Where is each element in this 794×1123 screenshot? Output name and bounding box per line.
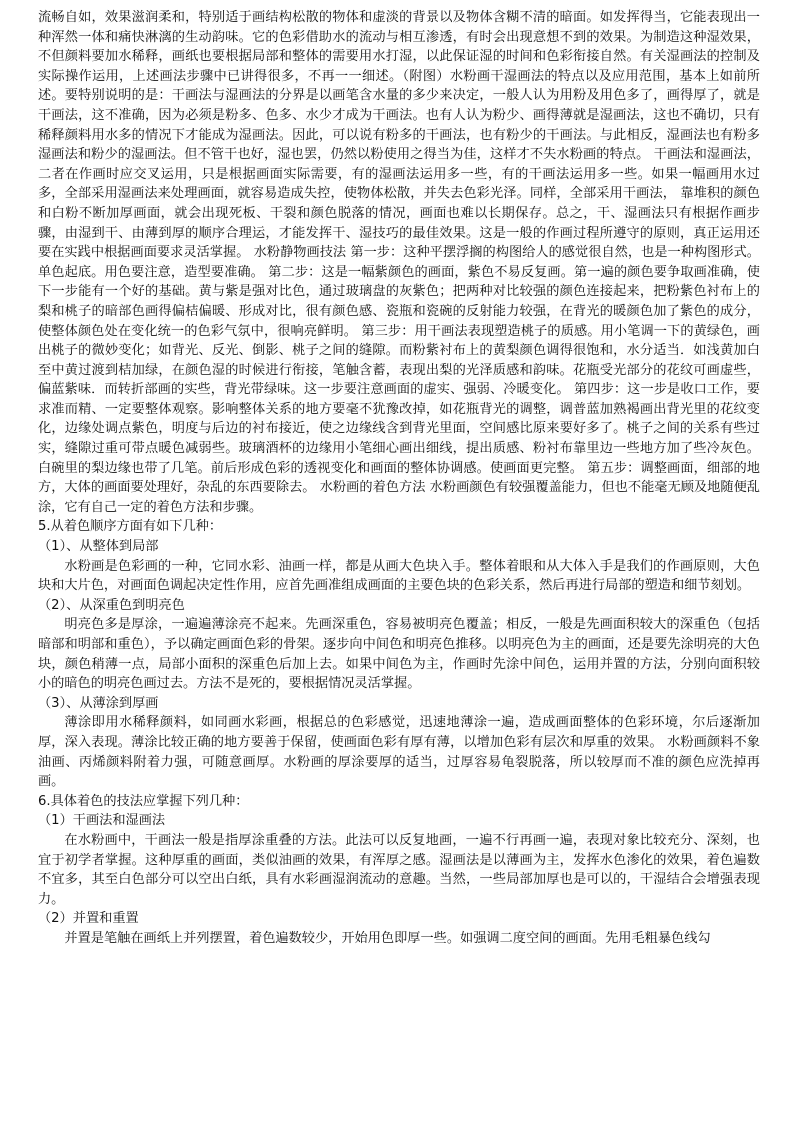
subheading-juxtapose-overlay: （2）并置和重置 <box>38 911 139 927</box>
paragraph-wet-dry-painting: 流畅自如，效果滋润柔和，特别适于画结构松散的物体和虚淡的背景以及物体含糊不清的暗面。如发挥得当，它能表现出一种浑然一体和痛快淋漓的生动韵味。它的色彩借助水的流动与相互渗透，有时会出现意想不到的效果。为制造这种湿效果，不但颜料要加水稀释，画纸也要根据局部和整体的需要用水打湿，以此保证湿的时间和色彩衔接自然。有关湿画法的控制及实际操作运用，上述画法步骤中已讲得很多，不再一一细述。（附图）水粉画干湿画法的特点以及应用范围，基本上如前所述。要特别说明的是：干画法与湿画法的分界是以画笔含水量的多少来决定，一般人认为用粉及用色多了，画得厚了，就是干画法，这不准确，因为必须是粉多、色多、水少才成为干画法。也有人认为粉少、画得薄就是湿画法，这也不确切，只有稀释颜料用水多的情况下才能成为湿画法。因此，可以说有粉多的干画法，也有粉少的干画法。与此相反，湿画法也有粉多湿画法和粉少的湿画法。但不管干也好，湿也罢，仍然以粉使用之得当为佳，这样才不失水粉画的特点。 干画法和湿画法，二者在作画时应交叉运用，只是根据画面实际需要，有的湿画法运用多一些，有的干画法运用多一些。如果一幅画用水过多，全部采用湿画法来处理画面，就容易造成失控，使物体松散，并失去色彩光泽。同样，全部采用干画法， 靠堆积的颜色和白粉不断加厚画面，就会出现死板、干裂和颜色脱落的情况，画面也难以长期保存。总之，干、湿画法只有根据作画步骤，由湿到干、由薄到厚的顺序合理运，才能发挥干、湿技巧的最佳效果。这是一般的作画过程所遵守的原则，真正运用还要在实践中根据画面要求灵活掌握。 水粉静物画技法 第一步：这种平摆浮搁的构图给人的感觉很自然，也是一种构图形式。单色起底。用色要注意，造型要准确。 第二步：这是一幅紫颜色的画面，紫色不易反复画。第一遍的颜色要争取画准确，使下一步能有一个好的基础。黄与紫是强对比色，通过玻璃盘的灰紫色；把两种对比较强的颜色连接起来，把粉紫色衬布上的梨和桃子的暗部色画得偏桔偏暖、形成对比，很有颜色感、瓷瓶和瓷碗的反射能力较强，在背光的暖颜色加了紫色的成分，使整体颜色处在变化统一的色彩气氛中，很响亮鲜明。 第三步：用干画法表现塑造桃子的质感。用小笔调一下的黄绿色，画出桃子的微妙变化；如背光、反光、倒影、桃子之间的缝隙。而粉紫衬布上的黄梨颜色调得很饱和，水分适当．如浅黄加白至中黄过渡到桔加绿，在颜色湿的时候进行衔接，笔触含蓄，表现出梨的光泽质感和韵味。花瓶受光部分的花纹可画虚些，偏蓝紫味．而转折部画的实些，背光带绿味。这一步要注意画面的虚实、强弱、冷暖变化。 第四步：这一步是收口工作，要求准而精、一定要整体观察。影响整体关系的地方要毫不犹豫改掉，如花瓶背光的调整，调普蓝加熟褐画出背光里的花纹变化，边缘处调点紫色，明度与后边的衬布接近，使之边缘线含到背光里面，空间感比原来要好多了。桃子之间的关系有些过实，缝隙过重可带点暖色减弱些。玻璃酒杯的边缘用小笔细心画出细线，提出质感、粉衬布靠里边一些地方加了些冷灰色。白碗里的梨边缘也带了几笔。前后形成色彩的透视变化和画面的整体协调感。使画面更完整。 第五步：调整画面，细部的地方，大体的画面要处理好，杂乱的东西要除去。 水粉画的着色方法 水粉画颜色有较强覆盖能力，但也不能毫无顾及地随便乱涂，它有自己一定的着色方法和步骤。 <box>38 10 760 515</box>
paragraph-dry-and-wet: 在水粉画中，干画法一般是指厚涂重叠的方法。此法可以反复地画，一遍不行再画一遍，表现对象比较充分、深刻，也宜于初学者掌握。这种厚重的画面，类似油画的效果，有浑厚之感。湿画法是以薄画为主，发挥水色渗化的效果，着色遍数不宜多，其至白色部分可以空出白纸，具有水彩画湿润流动的意趣。当然，一些局部加厚也是可以的，干湿结合会增强表现力。 <box>38 832 760 907</box>
section-heading-coloring-techniques: 6.具体着色的技法应掌握下列几种： <box>38 793 249 809</box>
paragraph-dark-to-bright: 明亮色多是厚涂，一遍遍薄涂亮不起来。先画深重色，容易被明亮色覆盖；相反，一般是先画面积较大的深重色（包括暗部和明部和重色），予以确定画面色彩的骨架。逐步向中间色和明亮色推移。以明亮色为主的画面，还是要先涂明亮的大色块，颜色稍薄一点，局部小面积的深重色后加上去。如果中间色为主，作画时先涂中间色，运用并置的方法，分别向面积较小的暗色的明亮色画过去。方法不是死的，要根据情况灵活掌握。 <box>38 617 760 692</box>
paragraph-juxtapose-overlay: 并置是笔触在画纸上并列摆置，着色遍数较少，开始用色即厚一些。如强调二度空间的画面。先用毛粗暴色线勾 <box>64 930 711 946</box>
section-heading-coloring-order: 5.从着色顺序方面有如下几种： <box>38 519 223 535</box>
subheading-thin-to-thick: （3）、从薄涂到厚画 <box>38 695 159 711</box>
paragraph-thin-to-thick: 薄涂即用水稀释颜料，如同画水彩画，根据总的色彩感觉，迅速地薄涂一遍，造成画面整体的色彩环境，尔后逐渐加厚，深入表现。薄涂比较正确的地方要善于保留，使画面色彩有厚有薄，以增加色彩有层次和厚重的效果。 水粉画颜料不象油画、丙烯颜料附着力强，可随意画厚。水粉画的厚涂要厚的适当，过厚容易龟裂脱落，所以较厚而不准的颜色应洗掉再画。 <box>38 715 760 790</box>
paragraph-whole-to-part: 水粉画是色彩画的一种，它同水彩、油画一样，都是从画大色块入手。整体着眼和从大体入手是我们的作画原则，大色块和大片色，对画面色调起决定性作用，应首先画准组成画面的主要色块的色彩关系，然后再进行局部的塑造和细节刻划。 <box>38 558 760 594</box>
subheading-dark-to-bright: （2）、从深重色到明亮色 <box>38 597 185 613</box>
subheading-dry-and-wet: （1）干画法和湿画法 <box>38 813 166 829</box>
subheading-whole-to-part: （1）、从整体到局部 <box>38 539 159 555</box>
